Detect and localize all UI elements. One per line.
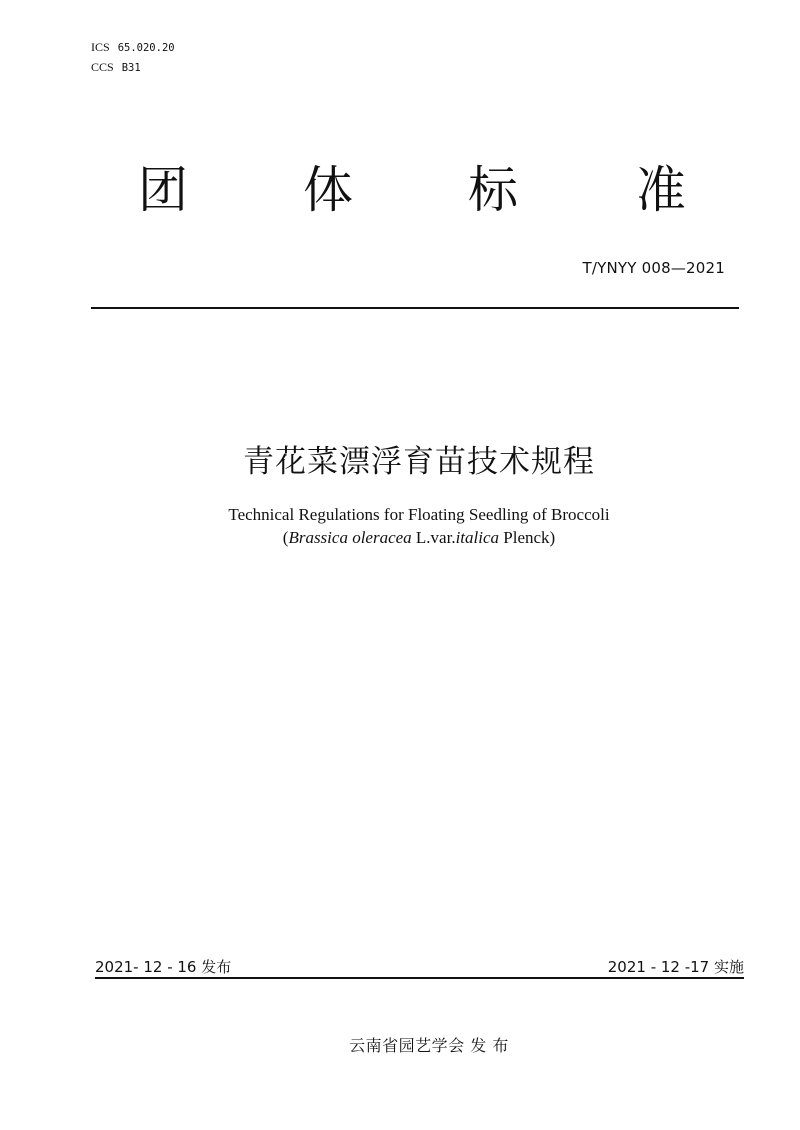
rank-text: L.var. xyxy=(411,528,456,547)
ics-label: ICS xyxy=(91,40,110,54)
standard-type-char-1: 团 xyxy=(138,161,188,219)
standard-number: T/YNYY 008—2021 xyxy=(582,259,725,277)
header-divider xyxy=(91,307,739,309)
author-text: Plenck) xyxy=(499,528,556,547)
ics-value: 65.020.20 xyxy=(117,42,175,54)
ccs-value: B31 xyxy=(121,62,141,74)
publisher: 云南省园艺学会 发 布 xyxy=(349,1036,509,1055)
classification-codes xyxy=(91,38,175,78)
implementation-date: 2021 - 12 -17 实施 xyxy=(607,958,744,976)
issue-date: 2021- 12 - 16 发布 xyxy=(95,958,232,976)
standard-type-char-3: 标 xyxy=(468,161,518,219)
paren-open: ( xyxy=(282,528,289,547)
variety-name: italica xyxy=(455,528,500,547)
footer-divider xyxy=(95,977,744,979)
ccs-label: CCS xyxy=(91,60,114,74)
standard-type-char-2: 体 xyxy=(303,161,353,219)
document-title-english: Technical Regulations for Floating Seedling of Broccoli xyxy=(228,505,610,524)
standard-type-char-4: 准 xyxy=(636,161,686,219)
scientific-name-line xyxy=(0,528,800,548)
species-name: Brassica oleracea xyxy=(288,528,412,547)
ccs-code xyxy=(91,58,175,78)
ics-code xyxy=(91,38,175,58)
document-title-chinese: 青花菜漂浮育苗技术规程 xyxy=(243,444,595,480)
